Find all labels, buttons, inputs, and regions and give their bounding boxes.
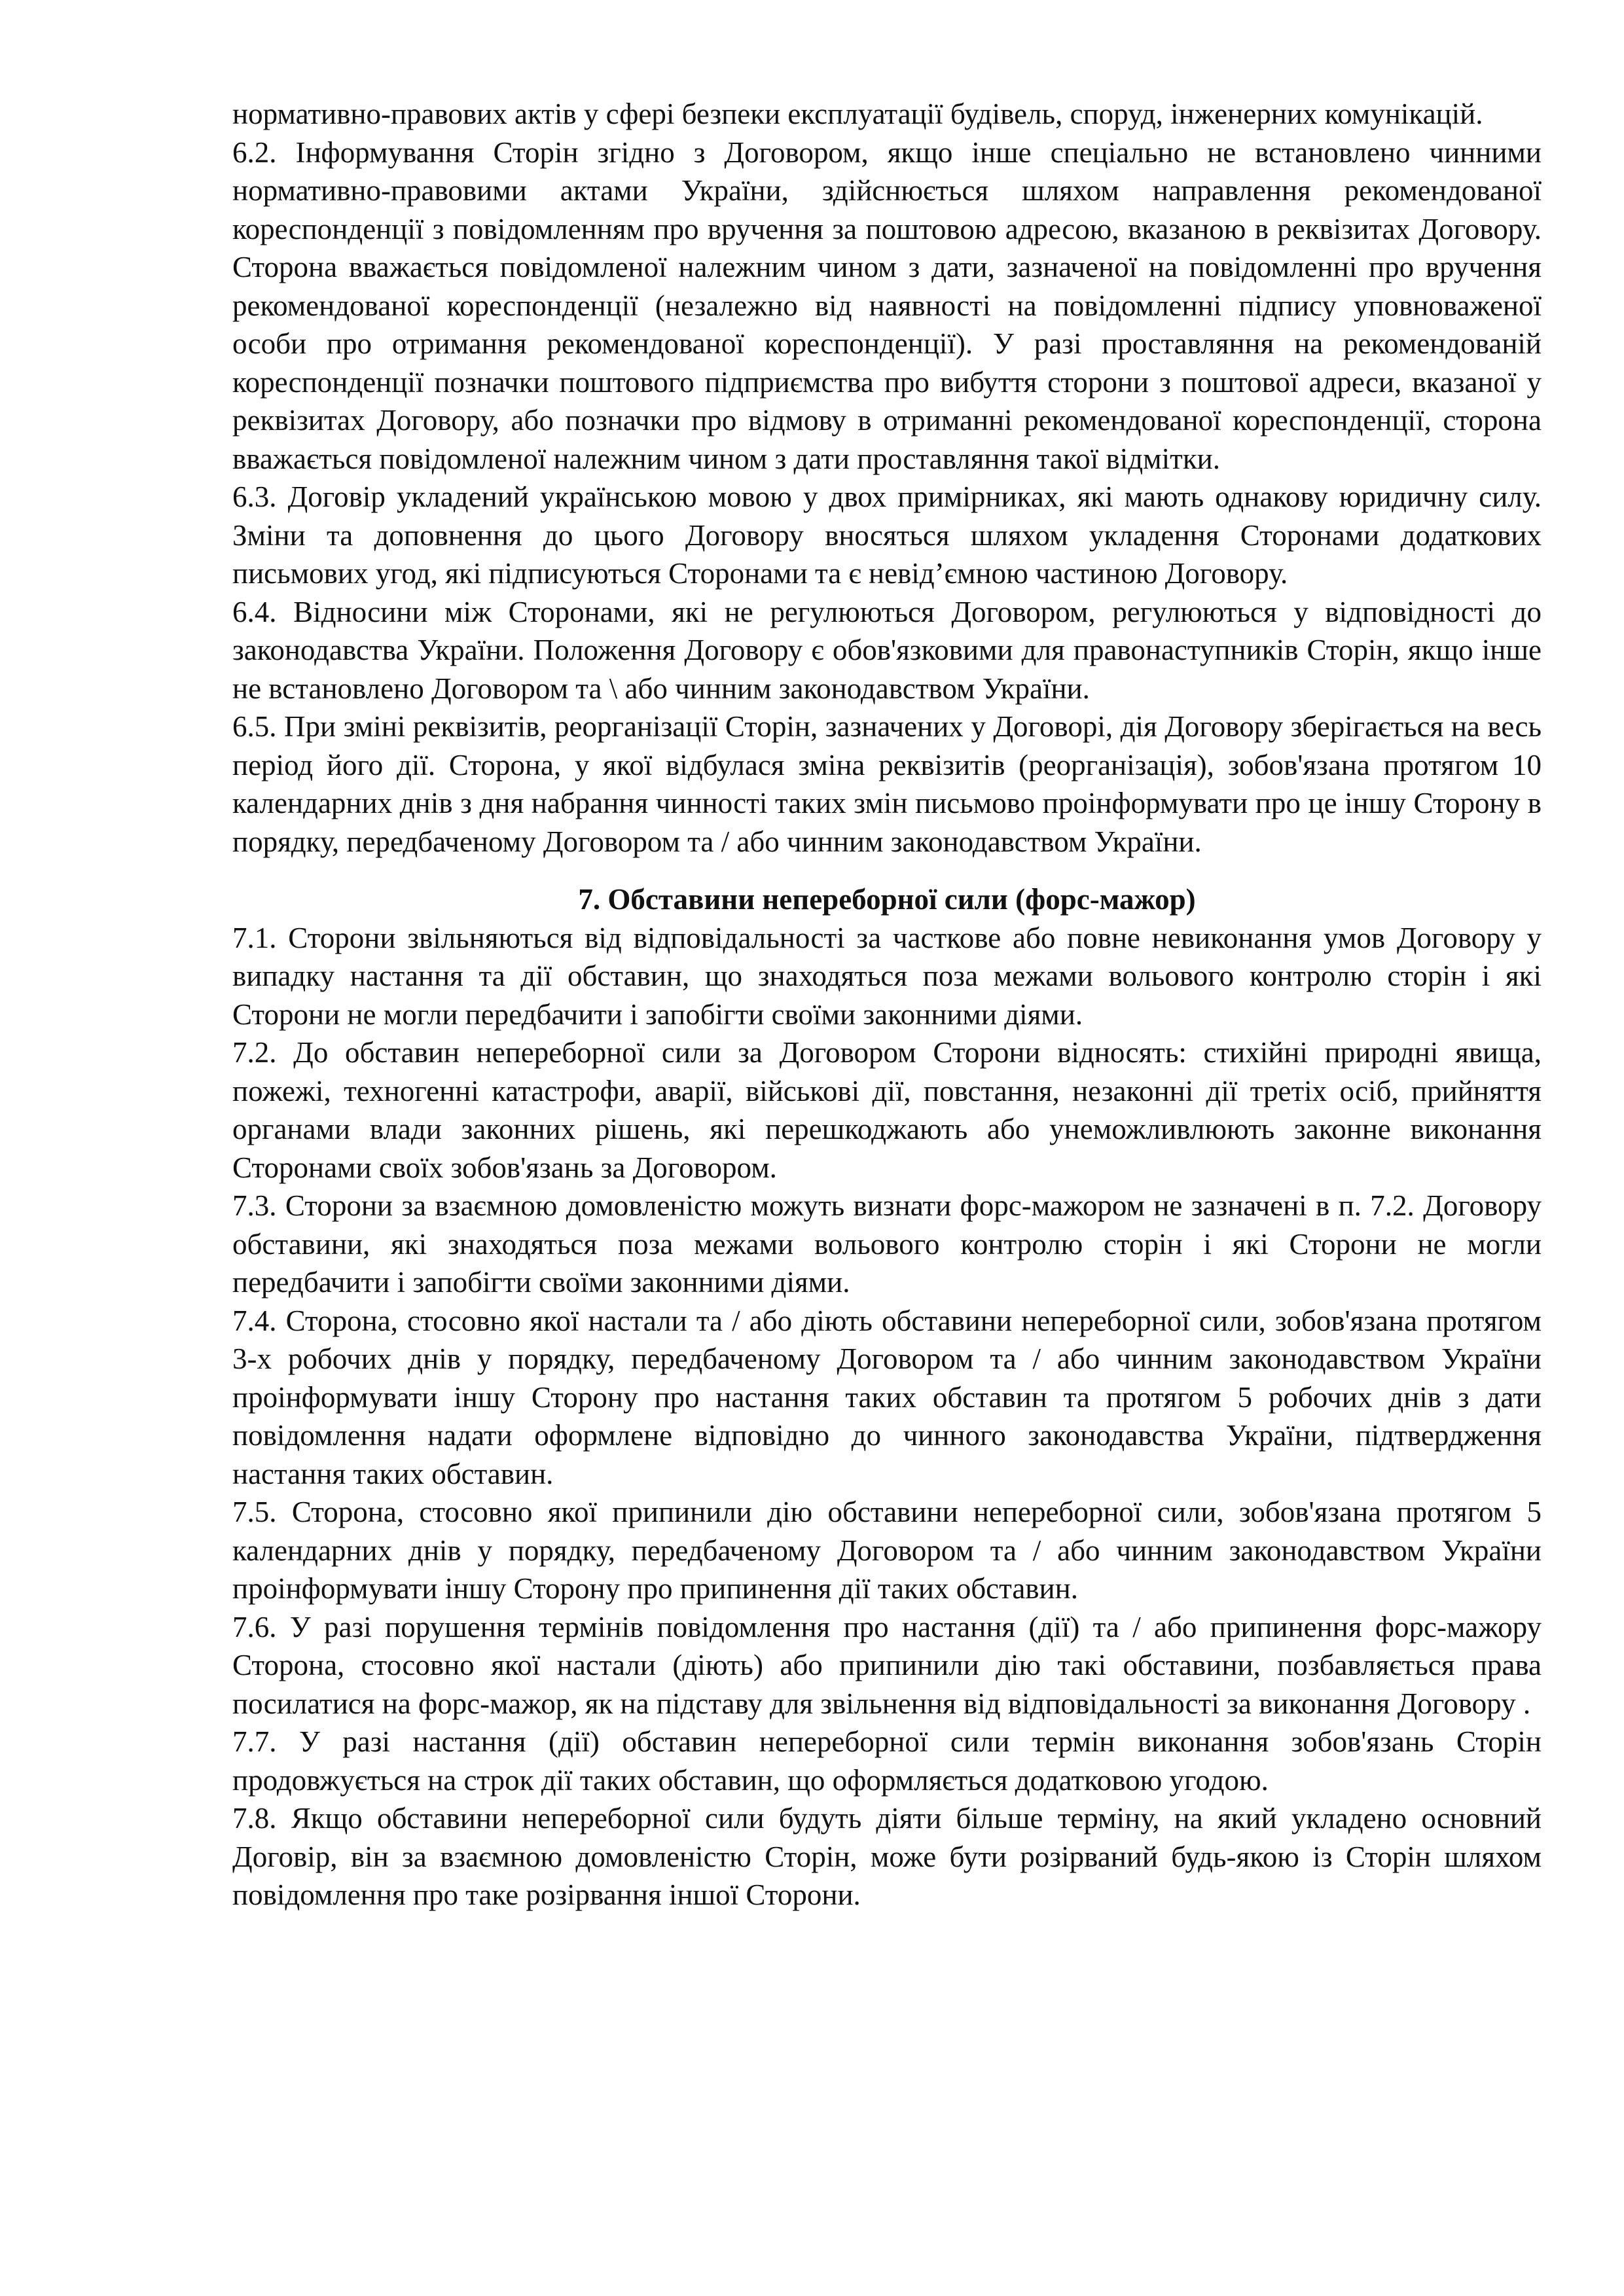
clause-7-7: 7.7. У разі настання (дії) обставин непереборної сили термін виконання зобов'язань Сторін продовжується на строк дії таких обставин, що оформляється додатковою угодою. — [232, 1725, 1542, 1797]
clause-6-3: 6.3. Договір укладений українською мовою у двох примірниках, які мають однакову юридичну силу. Зміни та доповнення до цього Договору вносяться шляхом укладення Сторонами додаткових письмових угод, які підписуються Сторонами та є невід’ємною частиною Договору. — [232, 480, 1542, 590]
document-page — [232, 95, 1542, 1914]
clause-7-3: 7.3. Сторони за взаємною домовленістю можуть визнати форс-мажором не зазначені в п. 7.2. Договору обставини, які знаходяться поза межами вольового контролю сторін і які Сторони не могли передбачити і запобігти своїми законними діями. — [232, 1189, 1542, 1299]
clause-6-1-continuation: нормативно-правових актів у сфері безпеки експлуатації будівель, споруд, інженерних комунікацій. — [232, 98, 1483, 130]
clause-6-2: 6.2. Інформування Сторін згідно з Договором, якщо інше спеціально не встановлено чинними нормативно-правовими актами України, здійснюється шляхом направлення рекомендованої кореспонденції з повідомленням про вручення за поштовою адресою, вказаною в реквізитах Договору. Сторона вважається повідомленої належним чином з дати, зазначеної на повідомленні про вручення рекомендованої кореспонденції (незалежно від наявності на повідомленні підпису уповноваженої особи про отримання рекомендованої кореспонденції). У разі проставляння на рекомендованій кореспонденції позначки поштового підприємства про вибуття сторони з поштової адреси, вказаної у реквізитах Договору, або позначки про відмову в отриманні рекомендованої кореспонденції, сторона вважається повідомленої належним чином з дати проставляння такої відмітки. — [232, 135, 1542, 475]
clause-7-2: 7.2. До обставин непереборної сили за Договором Сторони відносять: стихійні природні явища, пожежі, техногенні катастрофи, аварії, військові дії, повстання, незаконні дії третіх осіб, прийняття органами влади законних рішень, які перешкоджають або унеможливлюють законне виконання Сторонами своїх зобов'язань за Договором. — [232, 1036, 1542, 1184]
clause-7-1: 7.1. Сторони звільняються від відповідальності за часткове або повне невиконання умов Договору у випадку настання та дії обставин, що знаходяться поза межами вольового контролю сторін і які Сторони не могли передбачити і запобігти своїми законними діями. — [232, 921, 1542, 1031]
section-7-heading: 7. Обставини непереборної сили (форс-мажор) — [578, 883, 1196, 916]
clause-7-5: 7.5. Сторона, стосовно якої припинили дію обставини непереборної сили, зобов'язана протягом 5 календарних днів у порядку, передбаченому Договором та / або чинним законодавством України проінформувати іншу Сторону про припинення дії таких обставин. — [232, 1496, 1542, 1605]
clause-7-8: 7.8. Якщо обставини непереборної сили будуть діяти більше терміну, на який укладено основний Договір, він за взаємною домовленістю Сторін, може бути розірваний будь-якою із Сторін шляхом повідомлення про таке розірвання іншої Сторони. — [232, 1802, 1542, 1911]
clause-7-6: 7.6. У разі порушення термінів повідомлення про настання (дії) та / або припинення форс-мажору Сторона, стосовно якої настали (діють) або припинили дію такі обставини, позбавляється права посилатися на форс-мажор, як на підставу для звільнення від відповідальності за виконання Договору . — [232, 1610, 1542, 1720]
clause-6-4: 6.4. Відносини між Сторонами, які не регулюються Договором, регулюються у відповідності до законодавства України. Положення Договору є обов'язковими для правонаступників Сторін, якщо інше не встановлено Договором та \ або чинним законодавством України. — [232, 595, 1542, 705]
clause-6-5: 6.5. При зміні реквізитів, реорганізації Сторін, зазначених у Договорі, дія Договору зберігається на весь період його дії. Сторона, у якої відбулася зміна реквізитів (реорганізація), зобов'язана протягом 10 календарних днів з дня набрання чинності таких змін письмово проінформувати про це іншу Сторону в порядку, передбаченому Договором та / або чинним законодавством України. — [232, 710, 1542, 858]
clause-7-4: 7.4. Сторона, стосовно якої настали та / або діють обставини непереборної сили, зобов'язана протягом 3-х робочих днів у порядку, передбаченому Договором та / або чинним законодавством України проінформувати іншу Сторону про настання таких обставин та протягом 5 робочих днів з дати повідомлення надати оформлене відповідно до чинного законодавства України, підтвердження настання таких обставин. — [232, 1304, 1542, 1490]
